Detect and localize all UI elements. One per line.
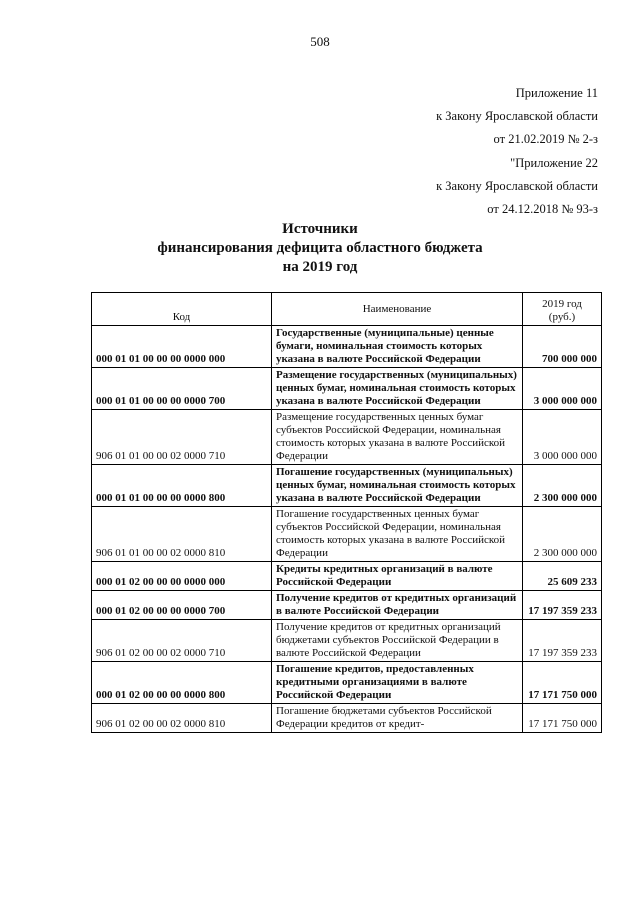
row-code: 000 01 02 00 00 00 0000 000	[92, 562, 272, 591]
appendix-11-title: Приложение 11	[515, 86, 598, 100]
appendix-22-block	[436, 152, 598, 221]
row-amount: 2 300 000 000	[523, 465, 602, 507]
appendix-11-date: от 21.02.2019 № 2-з	[493, 132, 598, 146]
row-code: 000 01 01 00 00 00 0000 700	[92, 368, 272, 410]
row-code: 000 01 01 00 00 00 0000 000	[92, 326, 272, 368]
row-amount: 25 609 233	[523, 562, 602, 591]
row-code: 000 01 02 00 00 00 0000 700	[92, 591, 272, 620]
appendix-22-date: от 24.12.2018 № 93-з	[487, 202, 598, 216]
table-row	[92, 465, 602, 507]
row-name: Погашение государственных (муниципальных) ценных бумаг, номинальная стоимость которых указана в валюте Российской Федерации	[272, 465, 523, 507]
row-amount: 700 000 000	[523, 326, 602, 368]
row-amount: 2 300 000 000	[523, 507, 602, 562]
title-line-2: финансирования дефицита областного бюджета	[157, 240, 483, 256]
row-name: Погашение кредитов, предоставленных кредитными организациями в валюте Российской Федерации	[272, 662, 523, 704]
table-row	[92, 562, 602, 591]
header-amount-year: 2019 год	[542, 298, 582, 310]
row-amount: 3 000 000 000	[523, 368, 602, 410]
appendix-11-block	[436, 82, 598, 151]
header-name: Наименование	[272, 293, 523, 326]
appendix-22-title: "Приложение 22	[510, 156, 598, 170]
row-code: 906 01 01 00 00 02 0000 710	[92, 410, 272, 465]
table-row	[92, 662, 602, 704]
table-row	[92, 704, 602, 733]
table-row	[92, 507, 602, 562]
header-code: Код	[92, 293, 272, 326]
table-header-row	[92, 293, 602, 326]
table-row	[92, 620, 602, 662]
appendix-22-law: к Закону Ярославской области	[436, 179, 598, 193]
row-code: 000 01 02 00 00 00 0000 800	[92, 662, 272, 704]
title-line-3: на 2019 год	[282, 259, 358, 275]
row-name: Погашение государственных ценных бумаг субъектов Российской Федерации, номинальная стоимость которых указана в валюте Российской Федерации	[272, 507, 523, 562]
row-amount: 17 197 359 233	[523, 591, 602, 620]
row-name: Размещение государственных ценных бумаг субъектов Российской Федерации, номинальная стоимость которых указана в валюте Российской Федерации	[272, 410, 523, 465]
row-name: Кредиты кредитных организаций в валюте Российской Федерации	[272, 562, 523, 591]
row-name: Получение кредитов от кредитных организаций в валюте Российской Федерации	[272, 591, 523, 620]
document-title	[0, 220, 640, 277]
row-code: 906 01 01 00 00 02 0000 810	[92, 507, 272, 562]
table-row	[92, 410, 602, 465]
appendix-11-law: к Закону Ярославской области	[436, 109, 598, 123]
row-name: Погашение бюджетами субъектов Российской Федерации кредитов от кредит-	[272, 704, 523, 733]
row-name: Государственные (муниципальные) ценные бумаги, номинальная стоимость которых указана в валюте Российской Федерации	[272, 326, 523, 368]
page-number: 508	[310, 34, 330, 49]
sources-table	[91, 292, 602, 733]
row-name: Получение кредитов от кредитных организаций бюджетами субъектов Российской Федерации в валюте Российской Федерации	[272, 620, 523, 662]
table-row	[92, 326, 602, 368]
row-code: 000 01 01 00 00 00 0000 800	[92, 465, 272, 507]
row-amount: 3 000 000 000	[523, 410, 602, 465]
row-amount: 17 171 750 000	[523, 704, 602, 733]
row-code: 906 01 02 00 00 02 0000 810	[92, 704, 272, 733]
row-code: 906 01 02 00 00 02 0000 710	[92, 620, 272, 662]
row-amount: 17 197 359 233	[523, 620, 602, 662]
title-line-1: Источники	[282, 221, 358, 237]
table-row	[92, 368, 602, 410]
row-name: Размещение государственных (муниципальных) ценных бумаг, номинальная стоимость которых указана в валюте Российской Федерации	[272, 368, 523, 410]
table-row	[92, 591, 602, 620]
row-amount: 17 171 750 000	[523, 662, 602, 704]
header-amount	[523, 293, 602, 326]
header-amount-unit: (руб.)	[548, 311, 576, 323]
